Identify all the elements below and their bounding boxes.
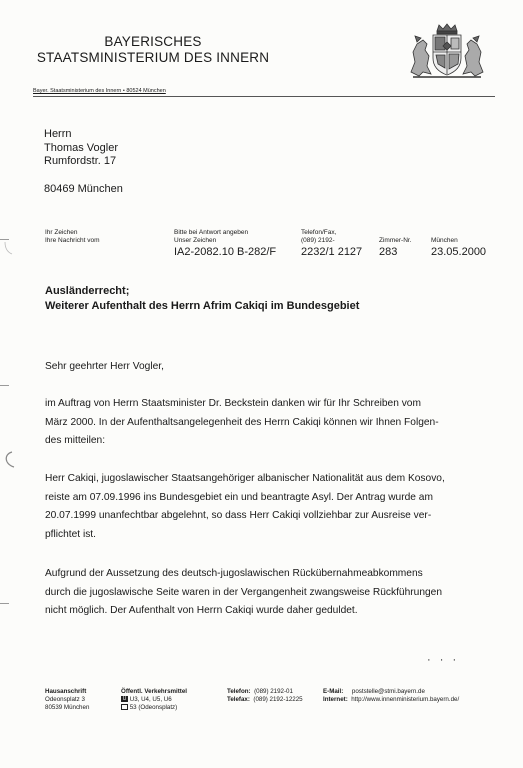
subject-line-1: Ausländerrecht; — [45, 285, 130, 297]
phone-extension-value: 2232/1 2127 — [301, 246, 363, 258]
footer-email-label: E-Mail: — [323, 688, 344, 695]
footer-phone-value: (089) 2192-01 — [254, 688, 293, 695]
recipient-city: 80469 München — [44, 182, 123, 195]
recipient-address — [44, 128, 123, 196]
footer-address-street: Odeonsplatz 3 — [45, 696, 85, 703]
paragraph-line: 20.07.1999 unanfechtbar abgelehnt, so dass Herr Cakiqi vollziehbar zur Ausreise ver- — [45, 510, 432, 521]
footer-web-label: Internet: — [323, 696, 348, 703]
footer-fax-value: (089) 2192-12225 — [253, 696, 303, 703]
greeting-text: Sehr geehrter Herr Vogler, — [45, 361, 164, 372]
our-reference-label: Unser Zeichen — [174, 237, 217, 244]
recipient-street: Rumfordstr. 17 — [44, 155, 117, 167]
your-message-label: Ihre Nachricht vom — [45, 237, 100, 244]
footer-transit-label: Öffentl. Verkehrsmittel — [121, 688, 188, 695]
footer-contact — [323, 688, 459, 704]
letter-greeting — [45, 358, 485, 377]
footer-web-value: http://www.innenministerium.bayern.de/ — [351, 696, 460, 703]
phone-fax-label: Telefon/Fax, — [301, 229, 337, 236]
recipient-name: Thomas Vogler — [44, 141, 118, 154]
ministry-line-2: STAATSMINISTERIUM DES INNERN — [36, 50, 270, 65]
paragraph-line: im Auftrag von Herrn Staatsminister Dr. Beckstein danken wir für Ihr Schreiben vom — [45, 398, 421, 409]
paragraph-line: des mitteilen: — [45, 435, 106, 446]
footer-phone — [227, 688, 303, 704]
room-number-label: Zimmer-Nr. — [379, 237, 412, 244]
paragraph-line: Herr Cakiqi, jugoslawischer Staatsangehöriger albanischer Nationalität aus dem Kosovo, — [45, 473, 445, 484]
body-paragraph-2 — [45, 470, 485, 544]
footer-transit — [121, 688, 187, 712]
footer-address-label: Hausanschrift — [45, 688, 87, 695]
punch-hole-mark-small — [3, 240, 13, 256]
footer-transit-bus: 53 (Odeonsplatz) — [129, 704, 178, 711]
paragraph-line: pflichtet ist. — [45, 528, 96, 540]
sender-return-line: Bayer. Staatsministerium des Innern • 80524 München — [33, 88, 166, 94]
your-reference-label: Ihr Zeichen — [45, 229, 78, 236]
ministry-line-1: BAYERISCHES — [104, 34, 202, 49]
bus-icon — [121, 704, 128, 710]
phone-prefix: (089) 2192- — [301, 237, 335, 244]
footer-address-city: 80539 München — [45, 704, 90, 711]
reply-note-label: Bitte bei Antwort angeben — [174, 229, 249, 236]
fold-mark-middle — [0, 385, 9, 386]
paragraph-line: März 2000. In der Aufenthaltsangelegenheit des Herrn Cakiqi können wir Ihnen Folgen- — [45, 416, 439, 428]
footer-phone-label: Telefon: — [227, 688, 251, 695]
body-paragraph-3 — [45, 565, 485, 621]
subject-line-2: Weiterer Aufenthalt des Herrn Afrim Cakiqi im Bundesgebiet — [45, 299, 360, 312]
ministry-name — [33, 34, 273, 66]
continuation-dots: · · · — [427, 654, 460, 666]
paragraph-line: nicht möglich. Der Aufenthalt von Herrn Cakiqi wurde daher geduldet. — [45, 605, 358, 616]
footer-fax-label: Telefax: — [227, 696, 250, 703]
letter-date: 23.05.2000 — [431, 246, 487, 258]
fold-mark-bottom — [0, 603, 9, 604]
footer-email-value: poststelle@stmi.bayern.de — [351, 688, 425, 695]
our-reference-value: IA2-2082.10 B-282/F — [174, 246, 277, 258]
room-number-value: 283 — [379, 246, 398, 258]
paragraph-line: Aufgrund der Aussetzung des deutsch-jugoslawischen Rückübernahmeabkommens — [45, 568, 423, 579]
footer-address — [45, 688, 89, 712]
place-label: München — [431, 237, 458, 244]
footer-transit-subway: U3, U4, U5, U6 — [129, 696, 172, 703]
body-paragraph-1 — [45, 395, 485, 451]
punch-hole-mark — [2, 450, 16, 470]
paragraph-line: reiste am 07.09.1996 ins Bundesgebiet ein und beantragte Asyl. Der Antrag wurde am — [45, 491, 433, 503]
subway-icon: U — [122, 696, 127, 703]
recipient-salutation: Herrn — [44, 128, 72, 140]
subject — [45, 284, 359, 313]
paragraph-line: durch die jugoslawische Seite waren in der Vergangenheit zwangsweise Rückführungen — [45, 586, 442, 598]
bavarian-coat-of-arms-icon — [405, 22, 489, 80]
header-divider — [33, 96, 495, 97]
